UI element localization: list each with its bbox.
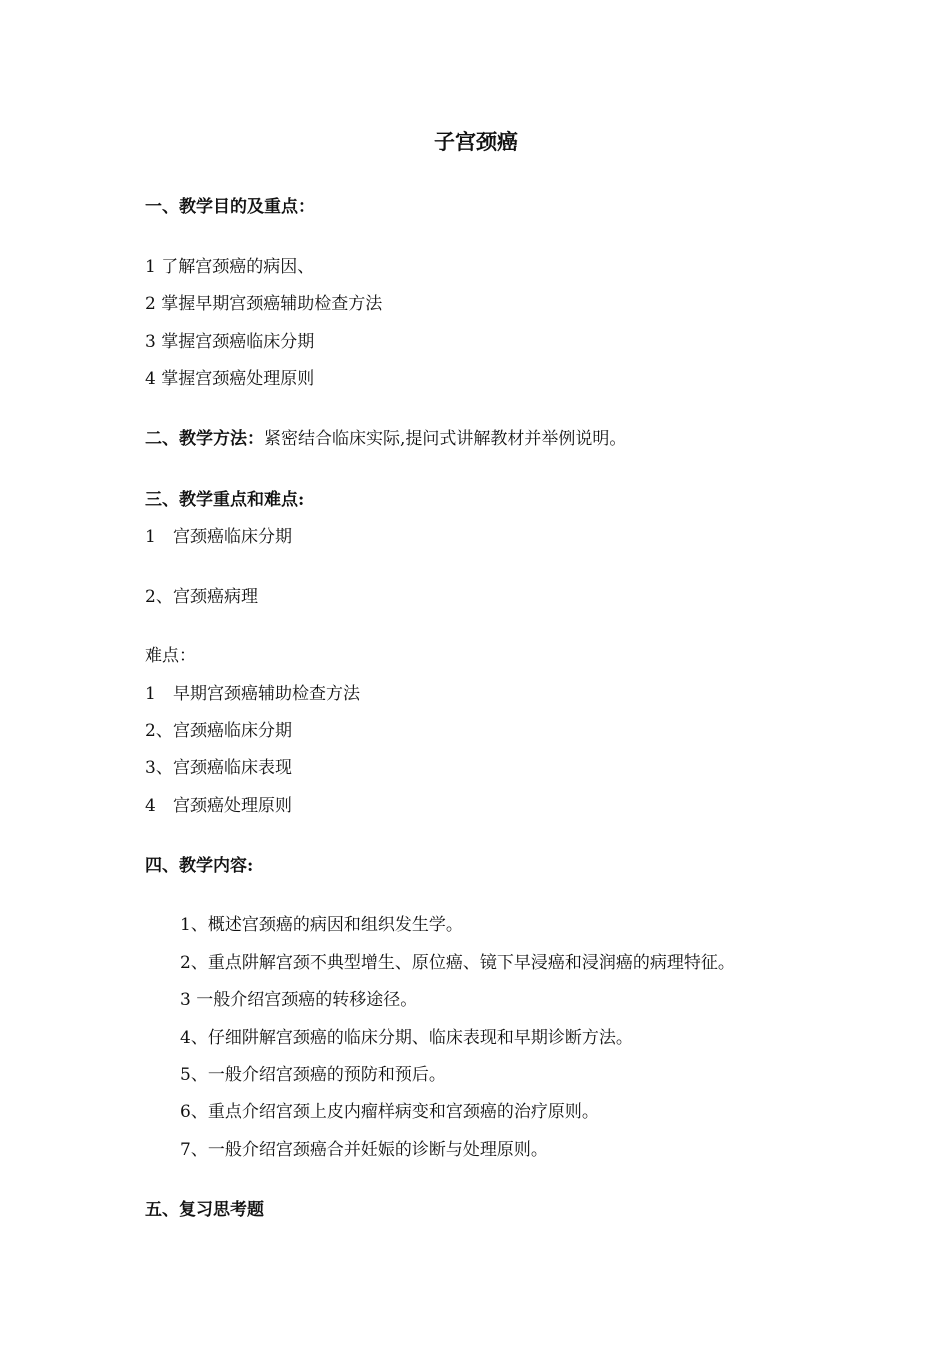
content-item: 2、重点阱解宫颈不典型增生、原位癌、镜下早浸癌和浸润癌的病理特征。 [180, 953, 735, 973]
difficult-item [145, 757, 292, 779]
difficult-text: 宫颈癌临床表现 [173, 758, 292, 778]
section3-heading: 三、教学重点和难点: [145, 490, 305, 510]
section1-item: 1 了解宫颈癌的病因、 [145, 257, 315, 277]
content-item: 7、一般介绍宫颈癌合并妊娠的诊断与处理原则。 [180, 1140, 548, 1160]
difficult-item [145, 720, 292, 742]
section4-heading: 四、教学内容: [145, 856, 254, 876]
difficult-item [145, 795, 292, 817]
key-point-item [145, 586, 258, 608]
key-point-text: 宫颈癌病理 [173, 587, 258, 607]
difficult-item [145, 683, 360, 705]
content-item: 5、一般介绍宫颈癌的预防和预后。 [180, 1065, 446, 1085]
difficult-number: 4 [145, 796, 156, 816]
section1-item: 2 掌握早期宫颈癌辅助检查方法 [145, 294, 383, 314]
section1-item: 4 掌握宫颈癌处理原则 [145, 369, 315, 389]
document-title: 子宫颈癌 [434, 129, 518, 154]
content-item: 6、重点介绍宫颈上皮内瘤样病变和宫颈癌的治疗原则。 [180, 1102, 599, 1122]
content-item: 4、仔细阱解宫颈癌的临床分期、临床表现和早期诊断方法。 [180, 1028, 633, 1048]
difficult-number: 1 [145, 684, 156, 704]
section2-text: 紧密结合临床实际,提问式讲解教材并举例说明。 [264, 429, 627, 449]
difficult-number: 3、 [145, 758, 173, 778]
difficult-text: 早期宫颈癌辅助检查方法 [173, 684, 360, 704]
section1-item: 3 掌握宫颈癌临床分期 [145, 332, 315, 352]
key-point-number: 2、 [145, 587, 173, 607]
key-point-item [145, 526, 292, 548]
difficult-text: 宫颈癌临床分期 [173, 721, 292, 741]
content-item: 1、概述宫颈癌的病因和组织发生学。 [180, 915, 463, 935]
difficult-number: 2、 [145, 721, 173, 741]
section1-heading: 一、教学目的及重点： [145, 197, 315, 217]
section2-line [145, 428, 626, 450]
section5-heading: 五、复习思考题 [145, 1200, 264, 1220]
key-point-number: 1 [145, 527, 156, 547]
key-point-text: 宫颈癌临床分期 [173, 527, 292, 547]
difficult-text: 宫颈癌处理原则 [173, 796, 292, 816]
difficult-label: 难点： [145, 646, 196, 666]
content-item: 3 一般介绍宫颈癌的转移途径。 [180, 990, 418, 1010]
section2-heading: 二、教学方法： [145, 429, 264, 449]
